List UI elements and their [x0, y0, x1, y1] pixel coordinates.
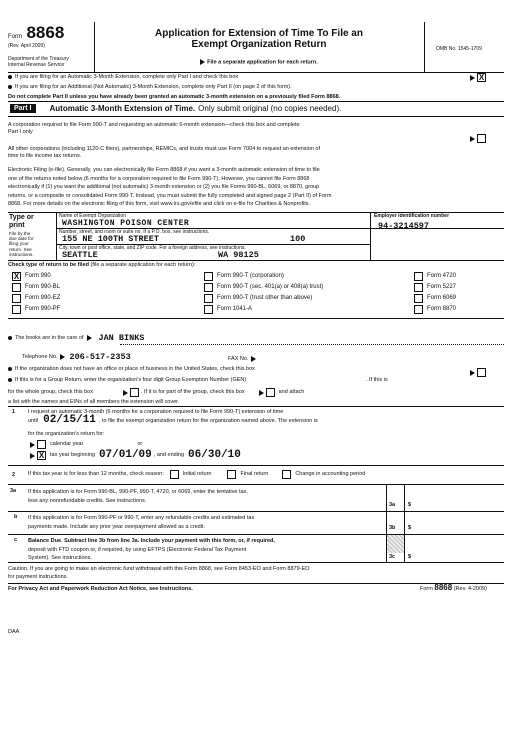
- books-care-field[interactable]: JAN BINKS: [98, 333, 145, 343]
- separate-application-note: [96, 59, 422, 66]
- tax-year-checkbox[interactable]: X: [38, 451, 45, 460]
- efile-line-4: returns, or a composite or consolidated Form 990-T. Instead, you must submit the fully completed and signed page 2 (Part II) of Form: [8, 192, 332, 199]
- line3b-text-2: payments made. Include any prior year overpayment allowed as a credit.: [28, 524, 206, 530]
- return-option-label: Form 4720: [427, 273, 457, 279]
- organization-return-for: for the organization's return for:: [28, 431, 105, 437]
- line3a-text: [28, 488, 384, 506]
- state-zip-field[interactable]: WA 98125: [218, 250, 259, 260]
- type-or-print-label: [9, 214, 34, 230]
- calendar-year-label: calendar year: [50, 441, 84, 448]
- corporation-line-1: A corporation required to file Form 990-T and requesting an automatic 6-month extension—check this box and complete: [8, 122, 300, 128]
- return-checkbox[interactable]: [204, 272, 213, 281]
- return-option-990t-corp[interactable]: [204, 271, 284, 282]
- telephone-line: [22, 354, 131, 361]
- street-field[interactable]: 155 NE 100TH STREET: [62, 234, 159, 244]
- suite-field[interactable]: 100: [290, 234, 306, 244]
- arrow-icon: [30, 453, 35, 459]
- box-3b-label: 3b: [389, 525, 396, 531]
- instruction-text: File a separate application for each return.: [207, 59, 318, 66]
- return-checkbox[interactable]: [204, 305, 213, 314]
- return-checkbox[interactable]: [12, 305, 21, 314]
- caution-note: [8, 565, 504, 581]
- return-option-990pf[interactable]: [12, 304, 60, 315]
- group-return-tail: . If this is: [366, 377, 388, 383]
- final-return-checkbox[interactable]: [227, 470, 236, 479]
- city-field[interactable]: SEATTLE: [62, 250, 98, 260]
- return-option-6069[interactable]: [414, 293, 456, 304]
- return-option-990[interactable]: [12, 271, 51, 282]
- ein-label: Employer identification number: [374, 213, 450, 219]
- arrow-icon: [200, 59, 205, 65]
- dollar-sign-3a: $: [408, 502, 412, 508]
- line3b-number: b: [14, 514, 18, 520]
- dollar-sign-3c: $: [408, 554, 412, 560]
- other-line-1: All other corporations (including 1120-C filers), partnerships, REMICs, and trusts must use Form 7004 to request an extension of: [8, 146, 321, 152]
- type-label-2: print: [9, 222, 25, 229]
- return-option-1041a[interactable]: [204, 304, 252, 315]
- footer-form-number: 8868: [434, 583, 453, 592]
- footer-form-rev: (Rev. 4-2009): [453, 586, 487, 592]
- auto-extension-text: If you are filing for an Automatic 3-Month Extension, complete only Part I and check this box: [15, 74, 239, 80]
- form-number: 8868: [26, 23, 65, 42]
- return-checkbox[interactable]: [414, 283, 423, 292]
- change-accounting-checkbox[interactable]: [282, 470, 291, 479]
- and-attach-label: and attach: [278, 389, 305, 396]
- line3a-text-2: less any nonrefundable credits. See instructions.: [28, 498, 147, 504]
- telephone-field[interactable]: 206-517-2353: [69, 352, 131, 362]
- return-option-990bl[interactable]: [12, 282, 60, 293]
- form-revision: (Rev. April 2009): [8, 43, 45, 49]
- return-option-label: Form 990-BL: [25, 284, 61, 290]
- box-3c-label: 3c: [389, 554, 396, 560]
- dollar-sign-3b: $: [408, 525, 412, 531]
- form-title: [96, 28, 422, 50]
- side-note-1: File by the: [9, 231, 31, 236]
- line3a-number: 3a: [10, 488, 17, 494]
- return-option-label: Form 6069: [427, 295, 457, 301]
- initial-return-checkbox[interactable]: [170, 470, 179, 479]
- efile-line-1: Electronic Filing (e-file). Generally, you can electronically file Form 8868 if you want a 3-month automatic extension of time to file: [8, 167, 320, 173]
- return-checkbox[interactable]: [12, 294, 21, 303]
- no-us-office-text: If the organization does not have an office or place of business in the United States, check this box: [15, 366, 255, 372]
- member-list-line: a list with the names and EINs of all members the extension will cover.: [8, 399, 180, 405]
- tax-year-begin-field[interactable]: 07/01/09: [98, 449, 152, 462]
- return-option-4720[interactable]: [414, 271, 456, 282]
- filing-side-note: [9, 231, 34, 257]
- form-word: Form: [8, 34, 22, 40]
- arrow-icon: [87, 335, 92, 341]
- auto-extension-line: [8, 74, 478, 81]
- other-corporations-note: [8, 146, 498, 159]
- ein-field[interactable]: 94-3214597: [378, 221, 430, 231]
- return-type-note: (file a separate application for each return):: [90, 262, 196, 268]
- type-label-1: Type or: [9, 214, 34, 221]
- bullet-icon: [8, 367, 12, 371]
- arrow-icon: [30, 442, 35, 448]
- arrow-icon: [60, 354, 65, 360]
- line2-number: 2: [12, 472, 16, 478]
- return-checkbox[interactable]: [204, 283, 213, 292]
- books-care-line: [8, 335, 144, 342]
- books-care-label: The books are in the care of: [15, 335, 84, 341]
- tax-year-label: tax year beginning: [50, 452, 95, 459]
- return-checkbox[interactable]: [414, 272, 423, 281]
- arrow-icon: [470, 75, 475, 81]
- street-label: Number, street, and room or suite no. If a P.O. box, see instructions.: [59, 229, 210, 235]
- daa-label: DAA: [8, 629, 20, 635]
- return-checkbox[interactable]: X: [13, 272, 20, 281]
- return-option-label: Form 990-T (trust other than above): [217, 295, 313, 301]
- line1-number: 1: [12, 409, 16, 415]
- amount-3a-field[interactable]: [414, 497, 502, 509]
- change-accounting-label: Change in accounting period: [295, 471, 366, 478]
- side-note-5: instructions.: [9, 251, 34, 257]
- return-type-heading: [8, 262, 195, 269]
- fax-label: FAX No.: [228, 356, 249, 362]
- part1-label: Part I: [10, 104, 36, 113]
- return-checkbox[interactable]: [12, 283, 21, 292]
- auto-extension-checkbox-wrap: [470, 73, 486, 82]
- group-return-line: [8, 377, 504, 384]
- line3c-text-2: deposit with FTD coupon or, if required, by using EFTPS (Electronic Federal Tax Payment: [28, 546, 247, 553]
- until-date-field[interactable]: 02/15/11: [43, 414, 96, 426]
- line3b-text: [28, 514, 384, 532]
- return-option-5227[interactable]: [414, 282, 456, 293]
- footer-form-word: Form: [420, 586, 433, 592]
- whole-group-label: for the whole group, check this box: [8, 389, 93, 396]
- group-return-text: If this is for a Group Return, enter the organization's four digit Group Exemption Number (GEN): [15, 377, 247, 383]
- return-option-label: Form 990-PF: [25, 306, 61, 312]
- side-note-4: return. See: [9, 246, 32, 252]
- telephone-label: Telephone No.: [22, 354, 58, 360]
- side-note-3: filing your: [9, 241, 29, 247]
- return-type-title: Check type of return to be filed: [8, 262, 89, 268]
- calendar-year-checkbox[interactable]: [37, 440, 46, 449]
- return-option-label: Form 990-EZ: [25, 295, 61, 301]
- bullet-icon: [8, 336, 12, 340]
- part-group-label: . If it is for part of the group, check this box: [141, 389, 245, 396]
- whole-group-checkbox[interactable]: [130, 388, 139, 397]
- return-option-990t-trust[interactable]: [204, 282, 323, 293]
- title-line-2: Exempt Organization Return: [191, 39, 327, 50]
- and-ending-label: , and ending: [153, 452, 185, 459]
- return-option-990ez[interactable]: [12, 293, 60, 304]
- bullet-icon: [8, 75, 12, 79]
- corporation-line: [8, 122, 478, 135]
- return-checkbox[interactable]: [414, 305, 423, 314]
- arrow-icon: [123, 390, 128, 396]
- omb-number: OMB No. 1545-1709: [436, 46, 482, 52]
- bullet-icon: [8, 378, 12, 382]
- return-option-label: Form 5227: [427, 284, 457, 290]
- until-label: until: [28, 418, 39, 424]
- title-line-1: Application for Extension of Time To File an: [155, 28, 363, 39]
- return-option-label: Form 990-T (corporation): [217, 273, 284, 279]
- until-tail-text: , to file the exempt organization return for the organization named above. The extension is: [98, 418, 318, 424]
- caution-line-2: for payment instructions.: [8, 574, 68, 580]
- fax-line: [228, 356, 258, 363]
- privacy-notice: For Privacy Act and Paperwork Reduction Act Notice, see Instructions.: [8, 586, 193, 592]
- city-label: City, town or post office, state, and ZIP code. For a foreign address, see instructions.: [59, 245, 246, 251]
- efile-line-3: electronically if (1) you want the additional (not automatic) 3-month extension or (2) you file Forms 990-BL, 6069, or 8870, group: [8, 184, 320, 191]
- return-option-label: Form 1041-A: [217, 306, 253, 312]
- part-group-checkbox[interactable]: [266, 388, 275, 397]
- line1-until-row: [28, 414, 318, 426]
- additional-extension-line: [8, 84, 504, 91]
- box-3a-label: 3a: [389, 502, 396, 508]
- line3b-text-1: If this application is for Form 990-PF or 990-T, enter any refundable credits and estimated tax: [28, 515, 255, 521]
- department-label: [8, 56, 92, 68]
- return-option-990t-other[interactable]: [204, 293, 312, 304]
- amount-3c-field[interactable]: [414, 549, 502, 561]
- line3a-text-1: If this application is for Form 990-BL, 990-PF, 990-T, 4720, or 6069, enter the tentative tax,: [28, 489, 248, 495]
- initial-return-label: Initial return: [182, 471, 212, 478]
- balance-due-text: Balance Due. Subtract line 3b from line 3a. Include your payment with this form, or, if required,: [28, 538, 275, 544]
- no-us-office-checkbox[interactable]: [477, 368, 486, 377]
- line2-text: If this tax year is for less than 12 months, check reason:: [28, 471, 164, 478]
- corporation-line-2: Part I only: [8, 128, 33, 135]
- line1-text: I request an automatic 3-month (6 months for a corporation required to file Form 990-T) extension of time: [28, 409, 284, 415]
- form-number-block: [8, 24, 90, 49]
- form-footer-reference: [420, 585, 487, 593]
- other-line-2: time to file income tax returns.: [8, 152, 82, 159]
- return-checkbox[interactable]: [204, 294, 213, 303]
- or-label: or: [137, 441, 143, 448]
- return-option-8870[interactable]: [414, 304, 456, 315]
- line3c-number: c: [14, 537, 18, 543]
- tax-year-row: [30, 451, 241, 460]
- efile-line-2: one of the returns noted below (6 months for a corporation required to file Form 990-T). However, you cannot file Form 8868: [8, 175, 310, 182]
- arrow-icon: [470, 370, 475, 376]
- org-name-label: Name of Exempt Organization: [59, 213, 126, 219]
- return-option-label: Form 8870: [427, 306, 457, 312]
- part1-title: Automatic 3-Month Extension of Time.: [49, 104, 196, 113]
- dept-line-2: Internal Revenue Service: [8, 62, 65, 68]
- org-name-field[interactable]: WASHINGTON POISON CENTER: [62, 219, 190, 228]
- bullet-icon: [8, 85, 12, 89]
- tax-year-end-field[interactable]: 06/30/10: [188, 449, 241, 462]
- auto-extension-checkbox[interactable]: X: [478, 73, 485, 82]
- part1-heading: [10, 104, 504, 113]
- corporation-checkbox[interactable]: [477, 134, 486, 143]
- arrow-icon: [259, 390, 264, 396]
- line3c-text-3: System). See instructions.: [28, 555, 92, 561]
- dept-line-1: Department of the Treasury: [8, 56, 69, 62]
- shaded-area: [387, 535, 404, 553]
- line2-row: [28, 470, 365, 479]
- group-checks-line: [8, 388, 304, 397]
- final-return-label: Final return: [240, 471, 269, 478]
- arrow-icon: [470, 136, 475, 142]
- amount-3b-field[interactable]: [414, 520, 502, 532]
- line3c-text: [28, 537, 384, 563]
- additional-extension-text: If you are filing for an Additional (Not Automatic) 3-Month Extension, complete only Part II (on page 2 of this form).: [15, 84, 292, 90]
- return-option-label: Form 990: [25, 273, 51, 279]
- calendar-year-row: [30, 440, 142, 449]
- arrow-icon: [251, 356, 256, 362]
- return-checkbox[interactable]: [414, 294, 423, 303]
- side-note-2: due date for: [9, 236, 34, 242]
- part2-warning: Do not complete Part II unless you have already been granted an automatic 3-month extension on a previously filed Form 8868.: [8, 94, 341, 100]
- caution-line-1: Caution. If you are going to make an electronic fund withdrawal with this Form 8868, see Form 8453-EO and Form 8879-EO: [8, 566, 310, 572]
- no-us-office-line: [8, 366, 468, 373]
- return-option-label: Form 990-T (sec. 401(a) or 408(a) trust): [217, 284, 324, 290]
- part1-title-note: Only submit original (no copies needed).: [198, 104, 342, 113]
- efile-paragraph: [8, 166, 504, 209]
- efile-line-5: 8868. For more details on the electronic filing of this form, visit www.irs.gov/efile and click on e-file for Charities & Nonprofits.: [8, 201, 311, 208]
